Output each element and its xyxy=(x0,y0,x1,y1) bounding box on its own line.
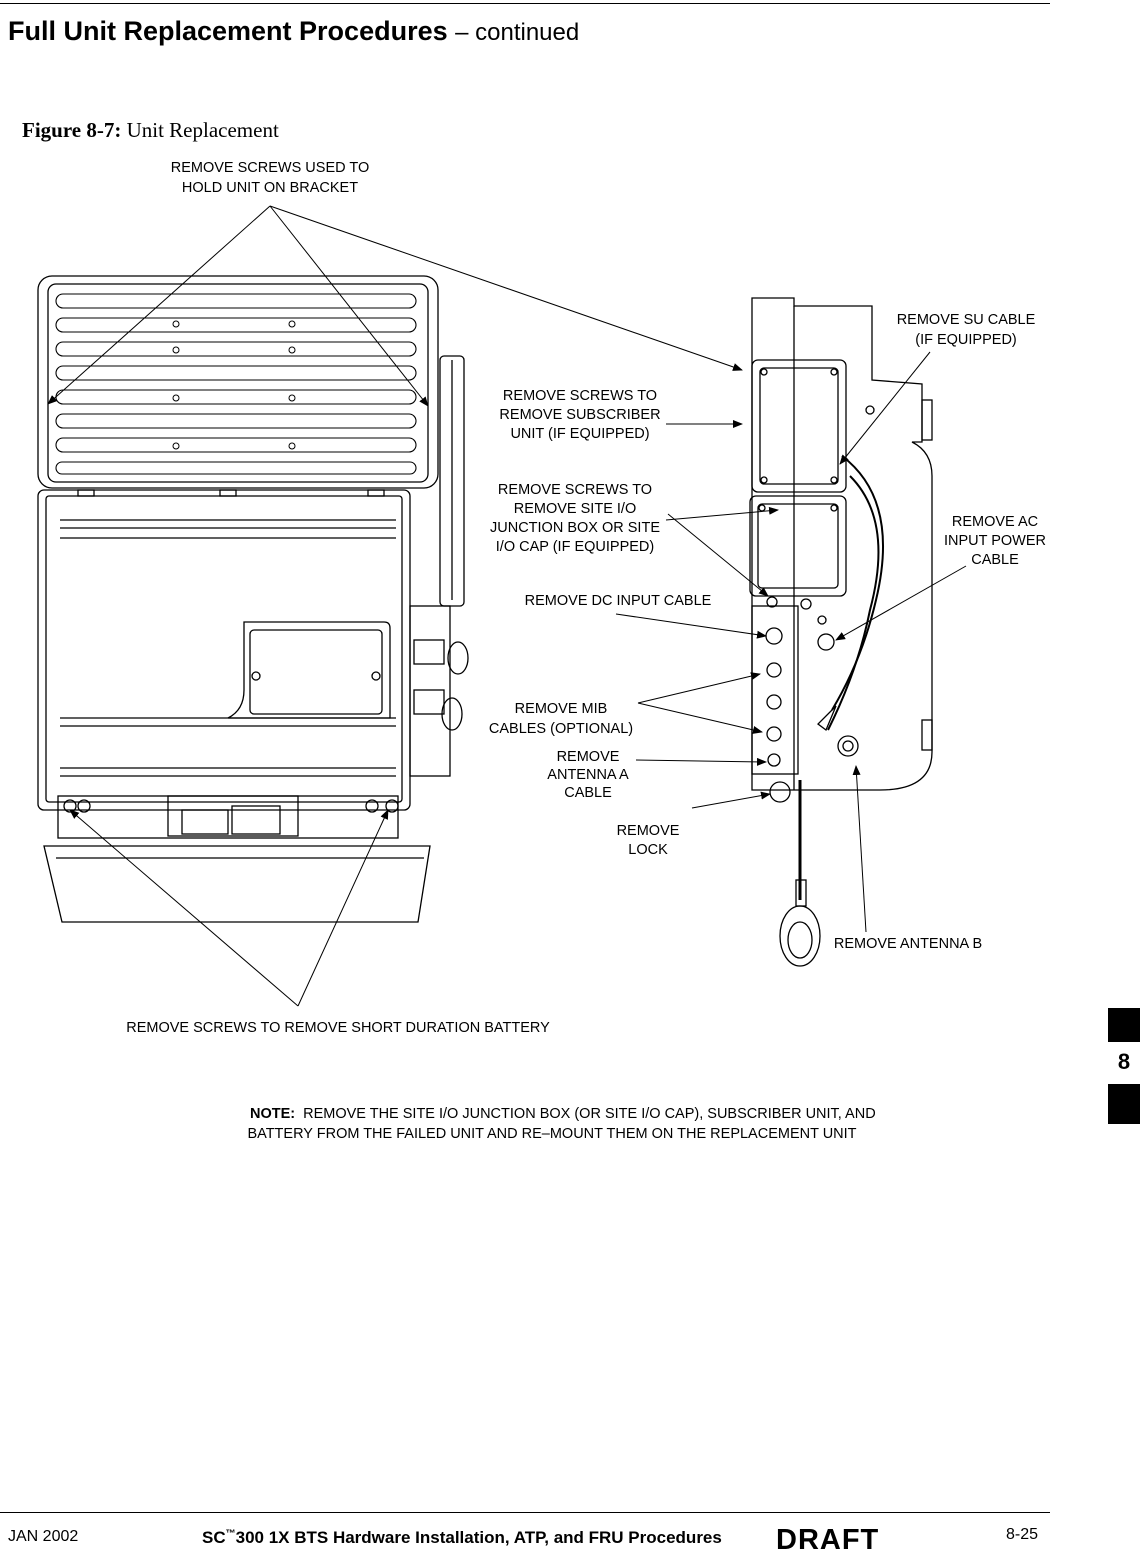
subscriber-unit xyxy=(752,360,846,492)
callout-bracket-screws-line1: REMOVE SCREWS USED TO xyxy=(170,160,370,176)
callout-subscriber-line3: UNIT (IF EQUIPPED) xyxy=(510,426,650,442)
callout-antenna-a-line2: ANTENNA A xyxy=(547,767,629,783)
bts-unit-side-view xyxy=(750,298,932,966)
footer-date: JAN 2002 xyxy=(8,1528,79,1545)
callout-battery: REMOVE SCREWS TO REMOVE SHORT DURATION BATTERY xyxy=(126,1020,550,1036)
note-label: NOTE: xyxy=(250,1106,296,1122)
draft-watermark: DRAFT xyxy=(776,1524,880,1556)
callout-mib-line2: CABLES (OPTIONAL) xyxy=(488,721,634,737)
callout-antenna-a-line1: REMOVE xyxy=(556,749,620,765)
note-line2: BATTERY FROM THE FAILED UNIT AND RE–MOUNT THEM ON THE REPLACEMENT UNIT xyxy=(247,1126,857,1142)
callout-su-cable-line1: REMOVE SU CABLE xyxy=(896,312,1036,328)
fin-screws xyxy=(173,321,295,449)
mib-connector xyxy=(767,695,781,709)
section-tab-top xyxy=(1108,1008,1140,1042)
footer-book-rest: 300 1X BTS Hardware Installation, ATP, and FRU Procedures xyxy=(235,1528,722,1547)
footer-rule xyxy=(0,1512,1050,1513)
callout-siteio-line4: I/O CAP (IF EQUIPPED) xyxy=(495,539,655,555)
callout-ac-line1: REMOVE AC xyxy=(951,514,1039,530)
ac-input-connector xyxy=(818,634,834,650)
callout-su-cable-line2: (IF EQUIPPED) xyxy=(915,332,1017,348)
note-line1 xyxy=(250,1106,876,1122)
trademark-symbol: ™ xyxy=(225,1528,236,1540)
antenna-b-connector xyxy=(838,736,858,756)
cable-connector-end xyxy=(780,906,820,966)
antenna-a-connector xyxy=(768,754,780,766)
callout-ac-line3: CABLE xyxy=(971,552,1019,568)
footer-book-title xyxy=(202,1528,722,1548)
section-tab-number: 8 xyxy=(1117,1049,1131,1074)
side-enclosure xyxy=(752,298,932,790)
callout-siteio-line1: REMOVE SCREWS TO xyxy=(497,482,653,498)
callout-subscriber-line2: REMOVE SUBSCRIBER xyxy=(499,407,661,423)
section-tab-bottom xyxy=(1108,1084,1140,1124)
callout-mib-line1: REMOVE MIB xyxy=(514,701,608,717)
page-number: 8-25 xyxy=(1006,1526,1039,1543)
callout-dc-input: REMOVE DC INPUT CABLE xyxy=(524,593,712,609)
callout-antenna-a-line3: CABLE xyxy=(564,785,612,801)
callout-subscriber-line1: REMOVE SCREWS TO xyxy=(502,388,658,404)
callout-antenna-b: REMOVE ANTENNA B xyxy=(833,936,983,952)
bts-unit-front-view xyxy=(38,276,468,922)
callout-lock-line2: LOCK xyxy=(628,842,668,858)
figure-number: Figure 8-7: xyxy=(22,118,122,142)
access-panel xyxy=(228,622,390,718)
callout-siteio-line3: JUNCTION BOX OR SITE xyxy=(490,520,660,536)
lock xyxy=(770,782,790,802)
callout-ac-line2: INPUT POWER xyxy=(943,533,1047,549)
callout-bracket-screws-line2: HOLD UNIT ON BRACKET xyxy=(181,180,359,196)
dc-input-connector xyxy=(766,628,782,644)
continued-label: – continued xyxy=(455,19,580,46)
callout-lock-line1: REMOVE xyxy=(616,823,680,839)
callout-siteio-line2: REMOVE SITE I/O xyxy=(513,501,637,517)
footer-book-prefix: SC xyxy=(202,1528,226,1547)
page-title-text: Full Unit Replacement Procedures xyxy=(8,16,448,46)
figure-title: Unit Replacement xyxy=(126,118,279,142)
note-text-1: REMOVE THE SITE I/O JUNCTION BOX (OR SITE I/O CAP), SUBSCRIBER UNIT, AND xyxy=(303,1106,876,1122)
connector-panel xyxy=(752,606,798,774)
cooling-fins xyxy=(56,294,416,474)
